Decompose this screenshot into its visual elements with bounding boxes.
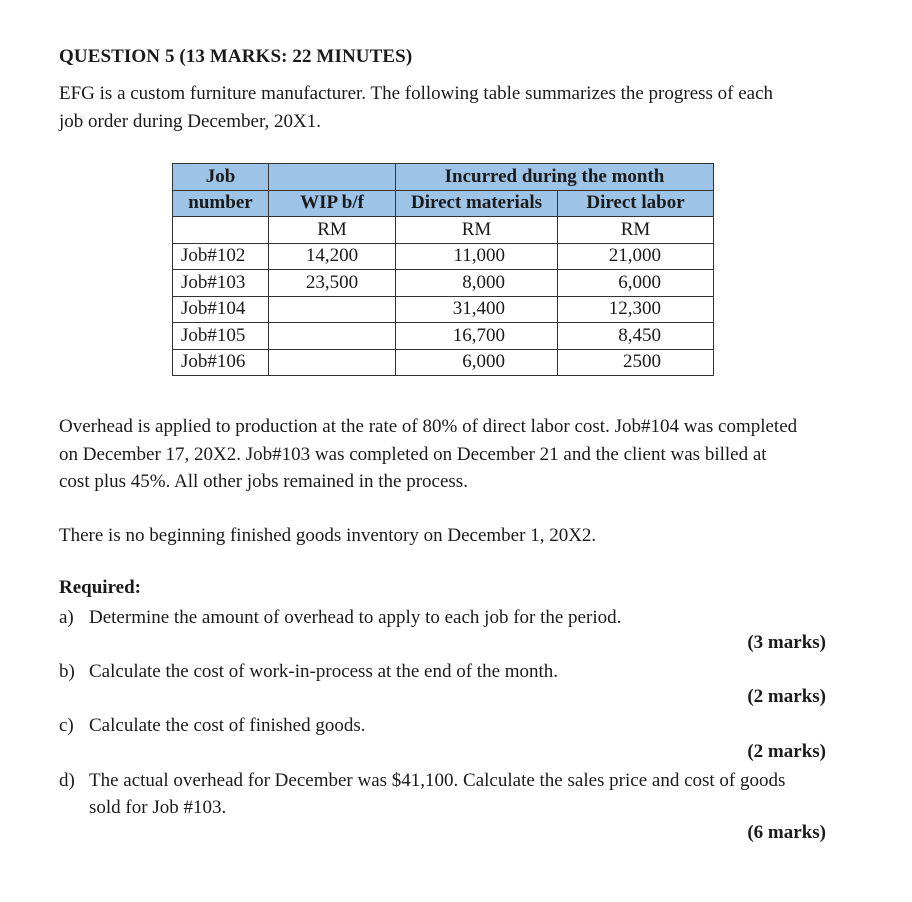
header-job: Job <box>173 164 269 191</box>
wip-value: 14,200 <box>269 243 396 270</box>
overhead-line-3: cost plus 45%. All other jobs remained in the process. <box>59 471 468 492</box>
dm-value: 31,400 <box>396 296 558 323</box>
intro-line-2: job order during December, 20X1. <box>59 110 321 132</box>
item-text: Calculate the cost of finished goods. <box>89 715 366 736</box>
intro-paragraph <box>59 80 773 135</box>
units-dl: RM <box>558 217 714 244</box>
header-wip: WIP b/f <box>269 190 396 217</box>
marks-c: (2 marks) <box>747 741 826 762</box>
dl-value: 8,450 <box>558 323 714 350</box>
table-row <box>173 349 714 376</box>
table-row <box>173 323 714 350</box>
job-number: Job#105 <box>173 323 269 350</box>
required-item-d-continued: sold for Job #103. <box>89 797 227 818</box>
job-number: Job#104 <box>173 296 269 323</box>
header-direct-labor: Direct labor <box>558 190 714 217</box>
units-job <box>173 217 269 244</box>
dl-value: 12,300 <box>558 296 714 323</box>
wip-value: 23,500 <box>269 270 396 297</box>
table-row <box>173 270 714 297</box>
dm-value: 11,000 <box>396 243 558 270</box>
no-finished-goods-note: There is no beginning finished goods inventory on December 1, 20X2. <box>59 525 597 546</box>
overhead-line-1: Overhead is applied to production at the rate of 80% of direct labor cost. Job#104 was completed <box>59 416 798 437</box>
table-row <box>173 243 714 270</box>
header-incurred: Incurred during the month <box>396 164 714 191</box>
header-number: number <box>173 190 269 217</box>
required-item-b <box>59 658 558 685</box>
marks-a: (3 marks) <box>747 632 826 653</box>
required-item-c <box>59 712 366 739</box>
item-letter: d) <box>59 770 75 791</box>
job-number: Job#103 <box>173 270 269 297</box>
dm-value: 16,700 <box>396 323 558 350</box>
table-header-row-1 <box>173 164 714 191</box>
required-item-d <box>59 767 785 794</box>
units-row <box>173 217 714 244</box>
marks-d: (6 marks) <box>747 822 826 843</box>
item-text: Calculate the cost of work-in-process at the end of the month. <box>89 661 559 682</box>
units-wip: RM <box>269 217 396 244</box>
item-letter: c) <box>59 715 74 736</box>
item-letter: a) <box>59 607 74 628</box>
overhead-paragraph <box>59 413 797 496</box>
item-text: The actual overhead for December was $41,100. Calculate the sales price and cost of goods <box>89 770 786 791</box>
wip-value <box>269 349 396 376</box>
header-direct-materials: Direct materials <box>396 190 558 217</box>
required-heading: Required: <box>59 577 141 598</box>
header-wip-top <box>269 164 396 191</box>
job-number: Job#106 <box>173 349 269 376</box>
dl-value: 2500 <box>558 349 714 376</box>
item-text: Determine the amount of overhead to apply to each job for the period. <box>89 607 622 628</box>
dm-value: 8,000 <box>396 270 558 297</box>
intro-line-1: EFG is a custom furniture manufacturer. The following table summarizes the progress of each <box>59 83 774 104</box>
dl-value: 21,000 <box>558 243 714 270</box>
table-header-row-2 <box>173 190 714 217</box>
job-number: Job#102 <box>173 243 269 270</box>
overhead-line-2: on December 17, 20X2. Job#103 was completed on December 21 and the client was billed at <box>59 443 767 465</box>
job-cost-table <box>172 163 714 376</box>
table-row <box>173 296 714 323</box>
item-letter: b) <box>59 661 75 682</box>
dl-value: 6,000 <box>558 270 714 297</box>
marks-b: (2 marks) <box>747 686 826 707</box>
dm-value: 6,000 <box>396 349 558 376</box>
wip-value <box>269 323 396 350</box>
wip-value <box>269 296 396 323</box>
required-item-a <box>59 604 621 631</box>
units-dm: RM <box>396 217 558 244</box>
question-title: QUESTION 5 (13 MARKS: 22 MINUTES) <box>59 46 413 67</box>
